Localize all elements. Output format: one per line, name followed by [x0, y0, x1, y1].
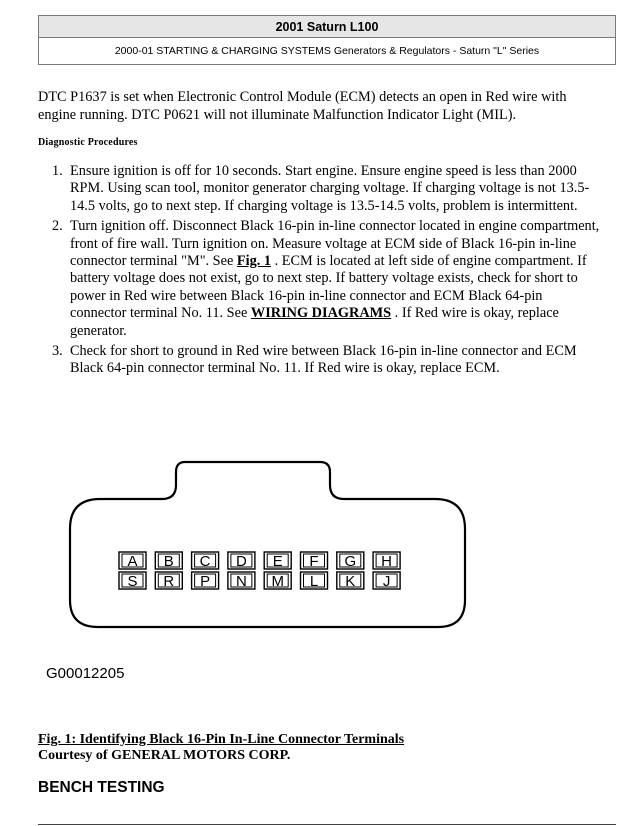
pin-label: A [127, 553, 138, 570]
pin-e [264, 552, 291, 570]
step-number: 1. [52, 163, 63, 179]
pin-label: C [199, 553, 211, 570]
pin-h [373, 552, 400, 570]
step-text: . If Red wire is okay, replace generator. [70, 305, 559, 339]
pin-label: D [235, 553, 247, 570]
pin-label: H [381, 553, 393, 570]
pin-label: R [163, 573, 175, 590]
step-text: Turn ignition off. Disconnect Black 16-pin in-line connector located in engine compartment, front of fire wall. Turn ignition on. Measure voltage at ECM side of Black 16-pin in-line connector terminal "M". See [70, 218, 600, 270]
pin-b [155, 552, 182, 570]
pin-m [264, 572, 291, 590]
pin-s [119, 572, 146, 590]
step-text: . ECM is located at left side of engine compartment. If battery voltage does not exist, go to next step. If battery voltage exists, check for short to power in Red wire between Black 16-pin in-line connector and ECM Black 64-pin connector terminal No. 11. See [70, 253, 587, 322]
step-text: Ensure ignition is off for 10 seconds. Start engine. Ensure engine speed is less than 2000 RPM. Using scan tool, monitor generator charging voltage. If charging voltage is not 13.5-14.5 volts, go to next step. If charging voltage is 13.5-14.5 volts, problem is intermittent. [70, 163, 590, 214]
pin-r [155, 572, 182, 590]
pin-k [337, 572, 364, 590]
figure-caption: Fig. 1: Identifying Black 16-Pin In-Line Connector Terminals [38, 732, 405, 747]
pin-l [301, 572, 328, 590]
pin-c [192, 552, 219, 570]
pin-label: B [163, 553, 174, 570]
procedure-step [38, 343, 600, 378]
procedure-step [38, 163, 600, 215]
divider [38, 824, 616, 825]
step-number: 3. [52, 343, 63, 360]
pin-d [228, 552, 255, 570]
pin-label: N [235, 573, 247, 590]
diagnostic-procedures-heading: Diagnostic Procedures [38, 137, 138, 148]
step-text: Check for short to ground in Red wire between Black 16-pin in-line connector and ECM Black 64-pin connector terminal No. 11. If Red wire is okay, replace ECM. [70, 343, 577, 377]
pin-label: K [345, 573, 356, 590]
fig-1-link[interactable]: Fig. 1 [236, 253, 272, 270]
pin-label: S [127, 573, 138, 590]
figure-code: G00012205 [46, 665, 125, 682]
pin-a [119, 552, 146, 570]
document-subtitle: 2000-01 STARTING & CHARGING SYSTEMS Generators & Regulators - Saturn "L" Series [38, 38, 616, 65]
wiring-diagrams-link[interactable]: WIRING DIAGRAMS [250, 305, 392, 322]
pin-label: P [200, 573, 211, 590]
section-heading: BENCH TESTING [38, 779, 165, 796]
pin-f [301, 552, 328, 570]
pin-n [228, 572, 255, 590]
procedure-list [38, 163, 600, 381]
connector-pins [119, 552, 400, 590]
pin-p [192, 572, 219, 590]
pin-label: J [382, 573, 391, 590]
connector-diagram [40, 455, 480, 695]
pin-label: E [272, 553, 283, 570]
pin-label: M [271, 573, 284, 590]
connector-outline [70, 462, 465, 627]
pin-g [337, 552, 364, 570]
procedure-step [38, 218, 600, 340]
intro-paragraph: DTC P1637 is set when Electronic Control Module (ECM) detects an open in Red wire with engine running. DTC P0621 will not illuminate Malfunction Indicator Light (MIL). [38, 89, 567, 123]
pin-j [373, 572, 400, 590]
courtesy-line: Courtesy of GENERAL MOTORS CORP. [38, 748, 291, 763]
step-number: 2. [52, 218, 63, 235]
pin-label: F [309, 553, 319, 570]
pin-label: G [344, 553, 357, 570]
document-title: 2001 Saturn L100 [38, 15, 616, 38]
pin-label: L [309, 573, 319, 590]
